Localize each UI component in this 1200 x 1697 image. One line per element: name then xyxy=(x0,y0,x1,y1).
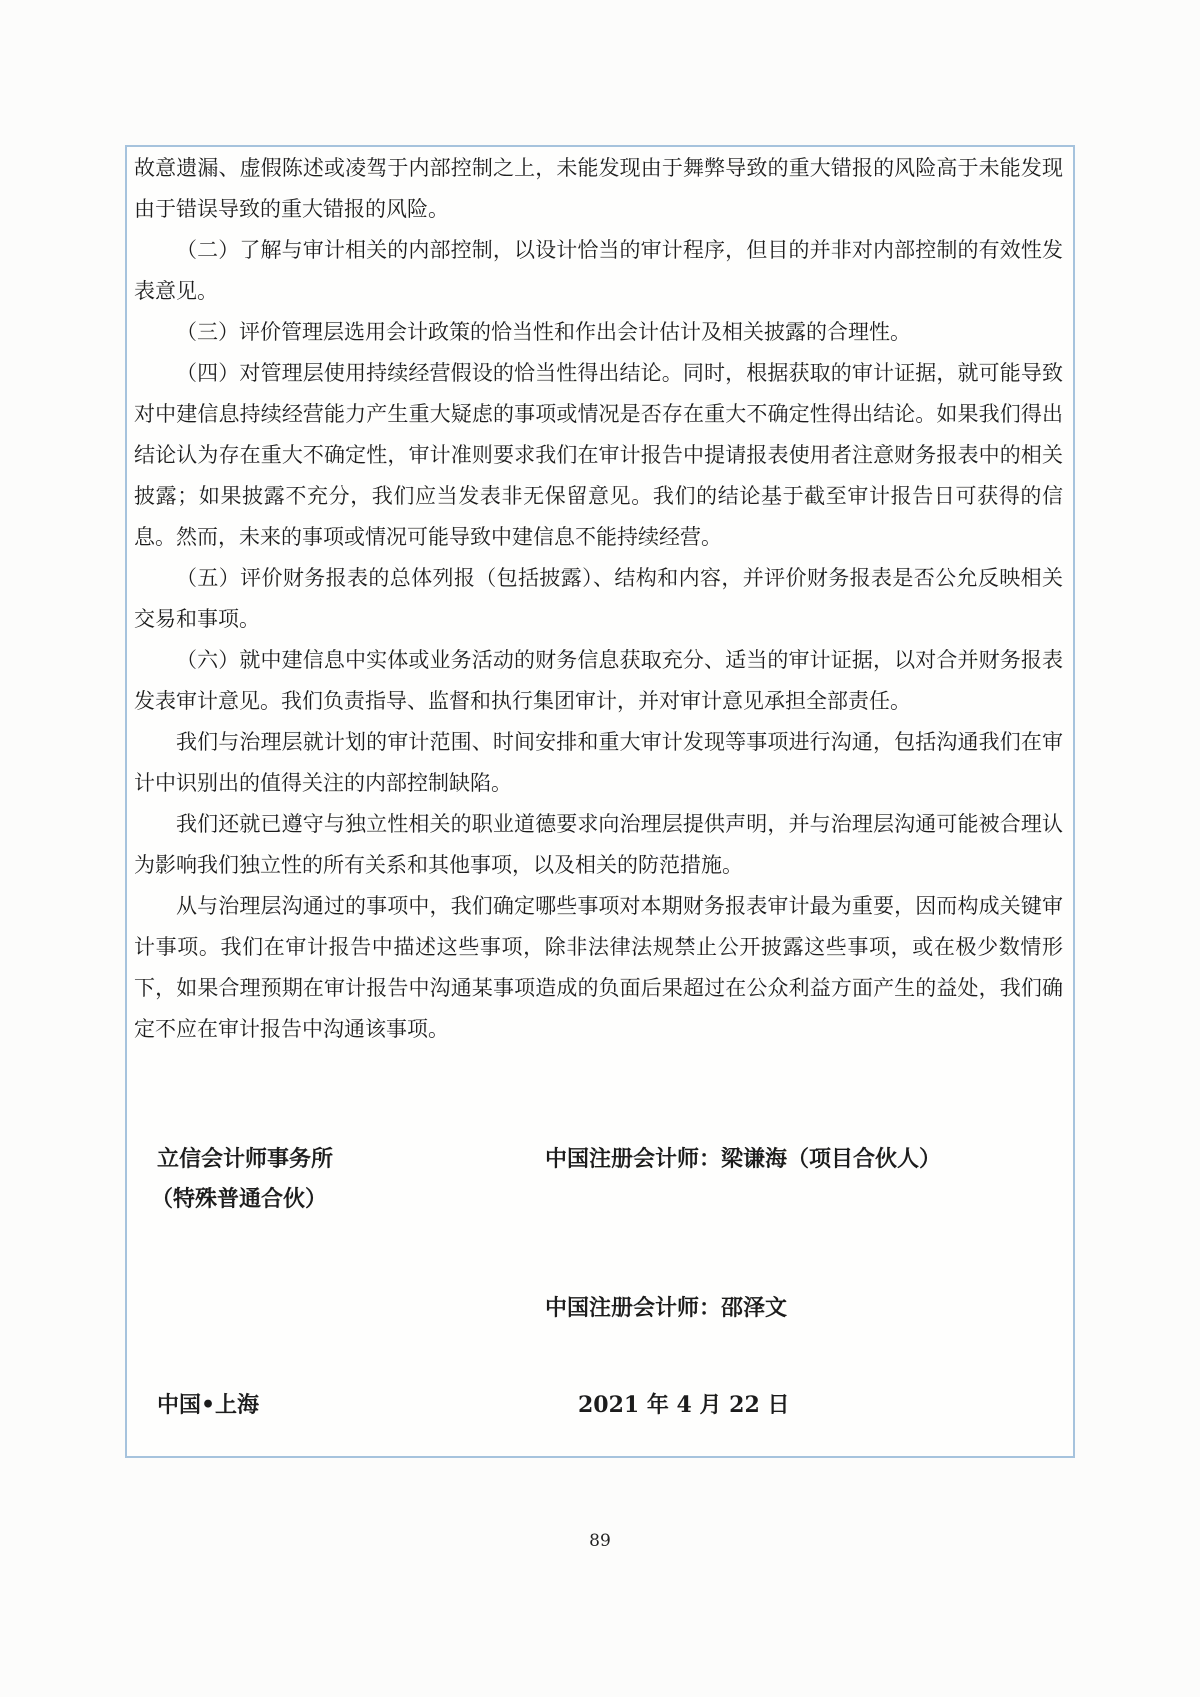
body-paragraph: 我们还就已遵守与独立性相关的职业道德要求向治理层提供声明，并与治理层沟通可能被合理认为影响我们独立性的所有关系和其他事项，以及相关的防范措施。 xyxy=(134,812,1063,877)
body-paragraph: （四）对管理层使用持续经营假设的恰当性得出结论。同时，根据获取的审计证据，就可能导致对中建信息持续经营能力产生重大疑虑的事项或情况是否存在重大不确定性得出结论。如果我们得出结论认为存在重大不确定性，审计准则要求我们在审计报告中提请报表使用者注意财务报表中的相关披露；如果披露不充分，我们应当发表非无保留意见。我们的结论基于截至审计报告日可获得的信息。然而，未来的事项或情况可能导致中建信息不能持续经营。 xyxy=(134,361,1063,549)
body-paragraph: 故意遗漏、虚假陈述或凌驾于内部控制之上，未能发现由于舞弊导致的重大错报的风险高于未能发现由于错误导致的重大错报的风险。 xyxy=(134,156,1063,221)
body-paragraph: （三）评价管理层选用会计政策的恰当性和作出会计估计及相关披露的合理性。 xyxy=(176,320,911,344)
body-paragraph: 我们与治理层就计划的审计范围、时间安排和重大审计发现等事项进行沟通，包括沟通我们在审计中识别出的值得关注的内部控制缺陷。 xyxy=(134,730,1063,795)
body-paragraph: （二）了解与审计相关的内部控制，以设计恰当的审计程序，但目的并非对内部控制的有效性发表意见。 xyxy=(134,238,1063,303)
body-paragraph: （五）评价财务报表的总体列报（包括披露）、结构和内容，并评价财务报表是否公允反映相关交易和事项。 xyxy=(134,566,1063,631)
page-number: 89 xyxy=(589,1531,611,1551)
audit-report-body xyxy=(127,147,1073,1050)
body-paragraph: 从与治理层沟通过的事项中，我们确定哪些事项对本期财务报表审计最为重要，因而构成关键审计事项。我们在审计报告中描述这些事项，除非法律法规禁止公开披露这些事项，或在极少数情形下，如果合理预期在审计报告中沟通某事项造成的负面后果超过在公众利益方面产生的益处，我们确定不应在审计报告中沟通该事项。 xyxy=(134,894,1063,1041)
body-paragraph: （六）就中建信息中实体或业务活动的财务信息获取充分、适当的审计证据，以对合并财务报表发表审计意见。我们负责指导、监督和执行集团审计，并对审计意见承担全部责任。 xyxy=(134,648,1063,713)
signature-cpa-line-2: 中国注册会计师：邵泽文 xyxy=(545,1295,788,1321)
signature-cpa-line-1: 中国注册会计师：梁谦海（项目合伙人） xyxy=(545,1146,942,1172)
bordered-content-box xyxy=(125,145,1075,1458)
signature-date: 2021 年 4 月 22 日 xyxy=(578,1392,790,1418)
signature-firm-name: 立信会计师事务所 xyxy=(157,1146,334,1172)
signature-location: 中国•上海 xyxy=(157,1392,260,1418)
signature-firm-type: （特殊普通合伙） xyxy=(151,1186,328,1212)
